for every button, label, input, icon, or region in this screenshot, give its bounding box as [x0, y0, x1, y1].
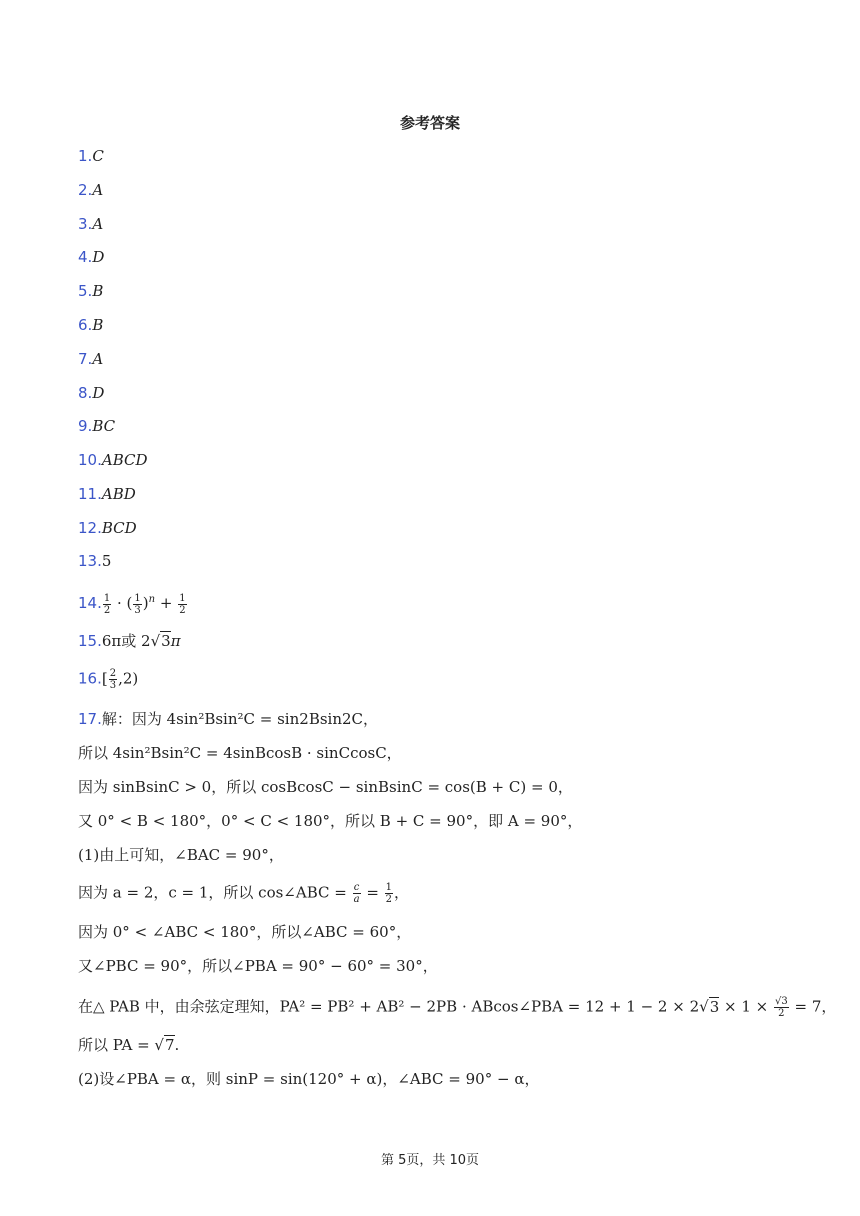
answer-4: 4.D	[78, 248, 105, 266]
answer-1: 1.C	[78, 147, 104, 165]
answer-15: 15.6π或 2√3π	[78, 632, 181, 650]
q17-line-5: (1)由上可知，∠BAC = 90°，	[78, 846, 284, 864]
q17-line-1: 17.解：因为 4sin²Bsin²C = sin2Bsin2C，	[78, 710, 379, 728]
answer-3: 3.A	[78, 215, 104, 233]
page-title: 参考答案	[399, 114, 460, 132]
answer-5: 5.B	[78, 282, 104, 300]
answer-11: 11.ABD	[78, 485, 136, 503]
q17-line-4: 又 0° < B < 180°，0° < C < 180°，所以 B + C = 90°，即 A = 90°，	[78, 812, 583, 830]
answer-2: 2.A	[78, 181, 104, 199]
answer-16: 16.[ $\frac{2}{3}$ ,2)	[78, 668, 139, 691]
answer-7: 7.A	[78, 350, 104, 368]
q17-line-6: 因为 a = 2，c = 1，所以 cos∠ABC = $\frac{c}{a}$ = $\frac{1}{2}$ ，	[78, 882, 410, 905]
q17-line-11: (2)设∠PBA = α，则 sinP = sin(120° + α)，∠ABC = 90° − α，	[78, 1070, 540, 1088]
answer-13: 13.5	[78, 552, 112, 570]
answer-12: 12.BCD	[78, 519, 137, 537]
answer-8: 8.D	[78, 384, 105, 402]
answer-14: 14. $\frac{1}{2}$ · ( $\frac{1}{3}$ )$^n$ + $\frac{1}{2}$	[78, 592, 186, 616]
answer-10: 10.ABCD	[78, 451, 148, 469]
page-footer: 第 5页，共 10页	[380, 1153, 480, 1168]
q17-line-8: 又∠PBC = 90°，所以∠PBA = 90° − 60° = 30°，	[78, 957, 438, 975]
q17-line-3: 因为 sinBsinC > 0，所以 cosBcosC − sinBsinC = cos(B + C) = 0，	[78, 778, 573, 796]
q17-line-10: 所以 PA = √7.	[78, 1036, 180, 1054]
q17-line-9: 在△ PAB 中，由余弦定理知，PA² = PB² + AB² − 2PB · ABcos∠PBA = 12 + 1 − 2 × 2√3 × 1 × $\frac{√3}{2}$ = 7，	[78, 996, 837, 1019]
answer-9: 9.BC	[78, 417, 116, 435]
q17-line-7: 因为 0° < ∠ABC < 180°，所以∠ABC = 60°，	[78, 923, 412, 941]
answer-6: 6.B	[78, 316, 104, 334]
q17-line-2: 所以 4sin²Bsin²C = 4sinBcosB · sinCcosC，	[78, 744, 402, 762]
